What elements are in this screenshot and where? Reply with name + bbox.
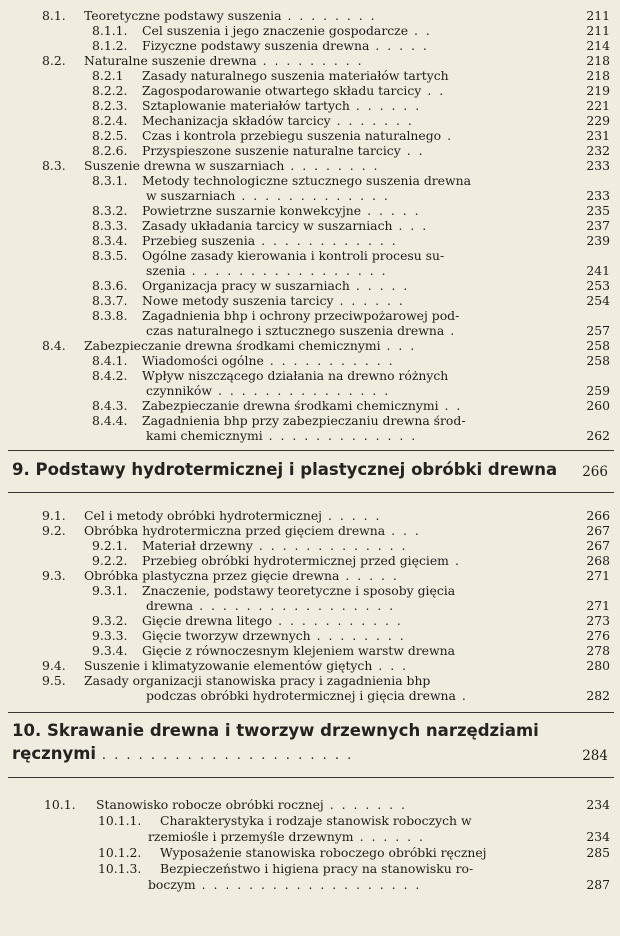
entry-title: Zasady organizacji stanowiska pracy i zagadnienia bhp bbox=[84, 673, 431, 688]
toc-entry bbox=[92, 173, 568, 188]
entry-number: 10.1.1. bbox=[98, 813, 142, 828]
chapter-9-page: 266 bbox=[582, 464, 608, 480]
entry-number: 8.1.2. bbox=[92, 38, 128, 53]
toc-entry bbox=[92, 233, 568, 248]
entry-number: 8.2. bbox=[42, 53, 66, 68]
entry-page-number: 218 bbox=[586, 53, 610, 68]
entry-number: 8.3.4. bbox=[92, 233, 128, 248]
entry-title: Fizyczne podstawy suszenia drewna bbox=[142, 38, 370, 53]
entry-leader: . . . . . . . . bbox=[290, 158, 380, 173]
toc-entry bbox=[92, 98, 568, 113]
toc-entry bbox=[146, 688, 568, 703]
entry-page-number: 287 bbox=[586, 877, 610, 892]
entry-page-number: 267 bbox=[586, 523, 610, 538]
entry-title: Zasady naturalnego suszenia materiałów tartych bbox=[142, 68, 449, 83]
toc-entry bbox=[92, 583, 568, 598]
entry-number: 9.3.4. bbox=[92, 643, 128, 658]
entry-title: Zagospodarowanie otwartego składu tarcicy bbox=[142, 83, 422, 98]
toc-entry bbox=[146, 383, 568, 398]
entry-page-number: 273 bbox=[586, 613, 610, 628]
entry-leader: . . . . . . . . . . . . . . . . . bbox=[199, 598, 396, 613]
entry-page-number: 229 bbox=[586, 113, 610, 128]
entry-title: Organizacja pracy w suszarniach bbox=[142, 278, 350, 293]
entry-page-number: 282 bbox=[586, 688, 610, 703]
entry-number: 9.1. bbox=[42, 508, 66, 523]
entry-page-number: 254 bbox=[586, 293, 610, 308]
entry-leader: . bbox=[454, 553, 461, 568]
entry-number: 8.3. bbox=[42, 158, 66, 173]
chapter-10-leader: . . . . . . . . . . . . . . . . . . . . . bbox=[101, 748, 354, 763]
entry-leader: . . . bbox=[391, 523, 421, 538]
entry-number: 8.2.2. bbox=[92, 83, 128, 98]
toc-entry bbox=[92, 553, 568, 568]
toc-entry bbox=[98, 845, 568, 860]
entry-page-number: 211 bbox=[586, 8, 610, 23]
entry-number: 8.2.4. bbox=[92, 113, 128, 128]
toc-entry bbox=[44, 797, 568, 812]
entry-title: Zagadnienia bhp i ochrony przeciwpożarowej pod- bbox=[142, 308, 460, 323]
entry-leader: . . . . . . . . . . . . . . . bbox=[217, 383, 391, 398]
toc-entry bbox=[92, 538, 568, 553]
toc-entry bbox=[92, 398, 568, 413]
entry-number: 8.1.1. bbox=[92, 23, 128, 38]
entry-title: czas naturalnego i sztucznego suszenia drewna bbox=[146, 323, 445, 338]
entry-leader: . . . . . . . bbox=[336, 113, 414, 128]
entry-title: Wiadomości ogólne bbox=[142, 353, 264, 368]
entry-number: 9.4. bbox=[42, 658, 66, 673]
entry-leader: . . . . . bbox=[375, 38, 429, 53]
entry-title: szenia bbox=[146, 263, 186, 278]
toc-entry bbox=[42, 53, 568, 68]
entry-title: Czas i kontrola przebiegu suszenia naturalnego bbox=[142, 128, 442, 143]
entry-page-number: 276 bbox=[586, 628, 610, 643]
entry-leader: . . . bbox=[378, 658, 409, 673]
entry-title: Zabezpieczanie drewna środkami chemicznymi bbox=[84, 338, 381, 353]
toc-entry bbox=[42, 338, 568, 353]
toc-entry bbox=[92, 628, 568, 643]
entry-title: boczym bbox=[148, 877, 196, 892]
entry-page-number: 233 bbox=[586, 188, 610, 203]
entry-leader: . . . . . . . . . . . bbox=[269, 353, 395, 368]
entry-leader: . . bbox=[444, 398, 463, 413]
entry-leader: . . bbox=[414, 23, 432, 38]
entry-page-number: 260 bbox=[586, 398, 610, 413]
entry-number: 10.1.3. bbox=[98, 861, 142, 876]
toc-entry bbox=[42, 658, 568, 673]
entry-number: 8.4.1. bbox=[92, 353, 128, 368]
entry-leader: . . bbox=[427, 83, 446, 98]
entry-number: 8.2.6. bbox=[92, 143, 128, 158]
entry-page-number: 259 bbox=[586, 383, 610, 398]
toc-entry bbox=[146, 598, 568, 613]
chapter-9-underline bbox=[8, 492, 614, 493]
entry-title: Zabezpieczanie drewna środkami chemicznymi bbox=[142, 398, 439, 413]
entry-title: kami chemicznymi bbox=[146, 428, 263, 443]
entry-page-number: 262 bbox=[586, 428, 610, 443]
entry-page-number: 253 bbox=[586, 278, 610, 293]
entry-title: Gięcie z równoczesnym klejeniem warstw drewna bbox=[142, 643, 455, 658]
entry-title: Zasady układania tarcicy w suszarniach bbox=[142, 218, 393, 233]
chapter-10-underline bbox=[8, 777, 614, 778]
entry-leader: . . . . . . bbox=[359, 829, 425, 844]
entry-page-number: 214 bbox=[586, 38, 610, 53]
toc-entry bbox=[146, 188, 568, 203]
chapter-10-title-line2 bbox=[12, 744, 353, 763]
entry-leader: . . . . . bbox=[355, 278, 410, 293]
entry-title: Obróbka hydrotermiczna przed gięciem drewna bbox=[84, 523, 386, 538]
entry-leader: . . . . . bbox=[367, 203, 421, 218]
entry-leader: . bbox=[461, 688, 468, 703]
toc-entry bbox=[92, 203, 568, 218]
chapter-9-title: 9. Podstawy hydrotermicznej i plastycznej obróbki drewna bbox=[12, 460, 558, 479]
chapter-10-page: 284 bbox=[582, 748, 608, 764]
entry-number: 8.3.6. bbox=[92, 278, 128, 293]
toc-entry bbox=[98, 861, 568, 876]
toc-entry bbox=[92, 218, 568, 233]
entry-number: 9.3.3. bbox=[92, 628, 128, 643]
toc-entry bbox=[92, 83, 568, 98]
entry-page-number: 232 bbox=[586, 143, 610, 158]
entry-number: 9.2. bbox=[42, 523, 66, 538]
toc-entry bbox=[92, 368, 568, 383]
toc-entry bbox=[42, 568, 568, 583]
toc-entry bbox=[92, 113, 568, 128]
entry-number: 8.2.1 bbox=[92, 68, 124, 83]
entry-number: 8.2.5. bbox=[92, 128, 128, 143]
toc-entry bbox=[42, 508, 568, 523]
entry-page-number: 237 bbox=[586, 218, 610, 233]
toc-entry bbox=[92, 613, 568, 628]
entry-number: 8.3.2. bbox=[92, 203, 128, 218]
entry-title: Metody technologiczne sztucznego suszenia drewna bbox=[142, 173, 471, 188]
entry-leader: . . . . . . . . . . . . . . . . . . . bbox=[201, 877, 422, 892]
entry-title: rzemiośle i przemyśle drzewnym bbox=[148, 829, 354, 844]
entry-page-number: 271 bbox=[586, 598, 610, 613]
chapter-10-title-line1: 10. Skrawanie drewna i tworzyw drzewnych narzędziami bbox=[12, 721, 539, 740]
entry-number: 8.4.3. bbox=[92, 398, 128, 413]
toc-entry bbox=[92, 278, 568, 293]
entry-title: Charakterystyka i rodzaje stanowisk roboczych w bbox=[160, 813, 472, 828]
entry-title: Powietrzne suszarnie konwekcyjne bbox=[142, 203, 362, 218]
entry-title: Naturalne suszenie drewna bbox=[84, 53, 257, 68]
entry-leader: . . . . . . bbox=[355, 98, 422, 113]
entry-leader: . . . . . . . . . . . . . bbox=[258, 538, 408, 553]
toc-entry bbox=[146, 428, 568, 443]
entry-number: 8.1. bbox=[42, 8, 66, 23]
entry-page-number: 234 bbox=[586, 829, 610, 844]
toc-entry bbox=[148, 829, 568, 844]
toc-entry bbox=[92, 68, 568, 83]
entry-title: Nowe metody suszenia tarcicy bbox=[142, 293, 334, 308]
entry-title: Cel suszenia i jego znaczenie gospodarcze bbox=[142, 23, 409, 38]
entry-title: Cel i metody obróbki hydrotermicznej bbox=[84, 508, 322, 523]
entry-leader: . bbox=[447, 128, 454, 143]
chapter-9-rule bbox=[8, 450, 614, 451]
entry-leader: . . . . . . . . . . . . . bbox=[268, 428, 418, 443]
entry-leader: . . . . . . . . . . . . . bbox=[241, 188, 390, 203]
toc-entry bbox=[148, 877, 568, 892]
entry-title: czynników bbox=[146, 383, 212, 398]
entry-page-number: 218 bbox=[586, 68, 610, 83]
entry-number: 10.1. bbox=[44, 797, 76, 812]
entry-title: Przyspieszone suszenie naturalne tarcicy bbox=[142, 143, 401, 158]
entry-leader: . bbox=[450, 323, 457, 338]
entry-leader: . . . bbox=[398, 218, 429, 233]
entry-leader: . . bbox=[406, 143, 425, 158]
chapter-10-title-word: ręcznymi bbox=[12, 744, 97, 763]
entry-title: Wpływ niszczącego działania na drewno różnych bbox=[142, 368, 449, 383]
entry-leader: . . . . . . . . bbox=[316, 628, 406, 643]
toc-entry bbox=[98, 813, 568, 828]
toc-entry bbox=[92, 643, 568, 658]
entry-page-number: 239 bbox=[586, 233, 610, 248]
entry-title: Suszenie drewna w suszarniach bbox=[84, 158, 285, 173]
toc-entry bbox=[92, 248, 568, 263]
entry-number: 8.2.3. bbox=[92, 98, 128, 113]
entry-number: 9.3. bbox=[42, 568, 66, 583]
entry-title: Teoretyczne podstawy suszenia bbox=[84, 8, 282, 23]
entry-page-number: 241 bbox=[586, 263, 610, 278]
entry-title: Przebieg obróbki hydrotermicznej przed gięciem bbox=[142, 553, 449, 568]
toc-entry bbox=[146, 323, 568, 338]
entry-number: 9.5. bbox=[42, 673, 66, 688]
entry-number: 8.4. bbox=[42, 338, 66, 353]
entry-number: 10.1.2. bbox=[98, 845, 142, 860]
toc-entry bbox=[92, 293, 568, 308]
entry-title: Mechanizacja składów tarcicy bbox=[142, 113, 331, 128]
entry-number: 8.4.2. bbox=[92, 368, 128, 383]
entry-leader: . . . . . . . . . . . . bbox=[261, 233, 398, 248]
entry-title: podczas obróbki hydrotermicznej i gięcia drewna bbox=[146, 688, 456, 703]
entry-page-number: 267 bbox=[586, 538, 610, 553]
entry-title: Przebieg suszenia bbox=[142, 233, 256, 248]
entry-title: w suszarniach bbox=[146, 188, 236, 203]
entry-title: Gięcie tworzyw drzewnych bbox=[142, 628, 311, 643]
entry-page-number: 280 bbox=[586, 658, 610, 673]
entry-leader: . . . . . . . bbox=[329, 797, 407, 812]
entry-title: Ogólne zasady kierowania i kontroli procesu su- bbox=[142, 248, 445, 263]
entry-number: 8.3.8. bbox=[92, 308, 128, 323]
entry-leader: . . . . . . bbox=[339, 293, 405, 308]
entry-page-number: 221 bbox=[586, 98, 610, 113]
entry-number: 9.2.1. bbox=[92, 538, 128, 553]
entry-page-number: 266 bbox=[586, 508, 610, 523]
entry-number: 8.3.1. bbox=[92, 173, 128, 188]
entry-leader: . . . . . bbox=[345, 568, 399, 583]
entry-page-number: 278 bbox=[586, 643, 610, 658]
entry-page-number: 234 bbox=[586, 797, 610, 812]
entry-leader: . . . . . . . . . . . bbox=[278, 613, 403, 628]
entry-page-number: 285 bbox=[586, 845, 610, 860]
entry-page-number: 271 bbox=[586, 568, 610, 583]
entry-title: Suszenie i klimatyzowanie elementów giętych bbox=[84, 658, 373, 673]
entry-title: Bezpieczeństwo i higiena pracy na stanowisku ro- bbox=[160, 861, 474, 876]
toc-entry bbox=[42, 673, 568, 688]
entry-number: 9.3.2. bbox=[92, 613, 128, 628]
entry-page-number: 211 bbox=[586, 23, 610, 38]
toc-entry bbox=[42, 158, 568, 173]
entry-number: 8.3.5. bbox=[92, 248, 128, 263]
entry-page-number: 233 bbox=[586, 158, 610, 173]
entry-title: Materiał drzewny bbox=[142, 538, 253, 553]
entry-title: Znaczenie, podstawy teoretyczne i sposoby gięcia bbox=[142, 583, 456, 598]
entry-page-number: 258 bbox=[586, 338, 610, 353]
entry-leader: . . . . . . . . . . . . . . . . . bbox=[191, 263, 388, 278]
chapter-10-rule bbox=[8, 712, 614, 713]
entry-number: 8.3.3. bbox=[92, 218, 128, 233]
entry-number: 9.3.1. bbox=[92, 583, 128, 598]
entry-title: Stanowisko robocze obróbki rocznej bbox=[96, 797, 324, 812]
entry-page-number: 268 bbox=[586, 553, 610, 568]
entry-leader: . . . . . bbox=[328, 508, 382, 523]
entry-number: 9.2.2. bbox=[92, 553, 128, 568]
toc-entry bbox=[92, 23, 568, 38]
toc-entry bbox=[92, 308, 568, 323]
entry-page-number: 258 bbox=[586, 353, 610, 368]
entry-number: 8.4.4. bbox=[92, 413, 128, 428]
entry-page-number: 257 bbox=[586, 323, 610, 338]
toc-entry bbox=[146, 263, 568, 278]
entry-title: Obróbka plastyczna przez gięcie drewna bbox=[84, 568, 340, 583]
entry-leader: . . . . . . . . . bbox=[262, 53, 364, 68]
toc-entry bbox=[92, 413, 568, 428]
entry-number: 8.3.7. bbox=[92, 293, 128, 308]
toc-entry bbox=[42, 523, 568, 538]
entry-leader: . . . bbox=[386, 338, 417, 353]
toc-entry bbox=[42, 8, 568, 23]
entry-page-number: 231 bbox=[586, 128, 610, 143]
entry-page-number: 235 bbox=[586, 203, 610, 218]
toc-entry bbox=[92, 353, 568, 368]
entry-leader: . . . . . . . . bbox=[287, 8, 377, 23]
entry-title: Sztaplowanie materiałów tartych bbox=[142, 98, 350, 113]
toc-entry bbox=[92, 143, 568, 158]
toc-entry bbox=[92, 38, 568, 53]
entry-title: Gięcie drewna litego bbox=[142, 613, 273, 628]
entry-page-number: 219 bbox=[586, 83, 610, 98]
toc-entry bbox=[92, 128, 568, 143]
entry-title: Zagadnienia bhp przy zabezpieczaniu drewna środ- bbox=[142, 413, 466, 428]
entry-title: drewna bbox=[146, 598, 194, 613]
entry-title: Wyposażenie stanowiska roboczego obróbki ręcznej bbox=[160, 845, 487, 860]
